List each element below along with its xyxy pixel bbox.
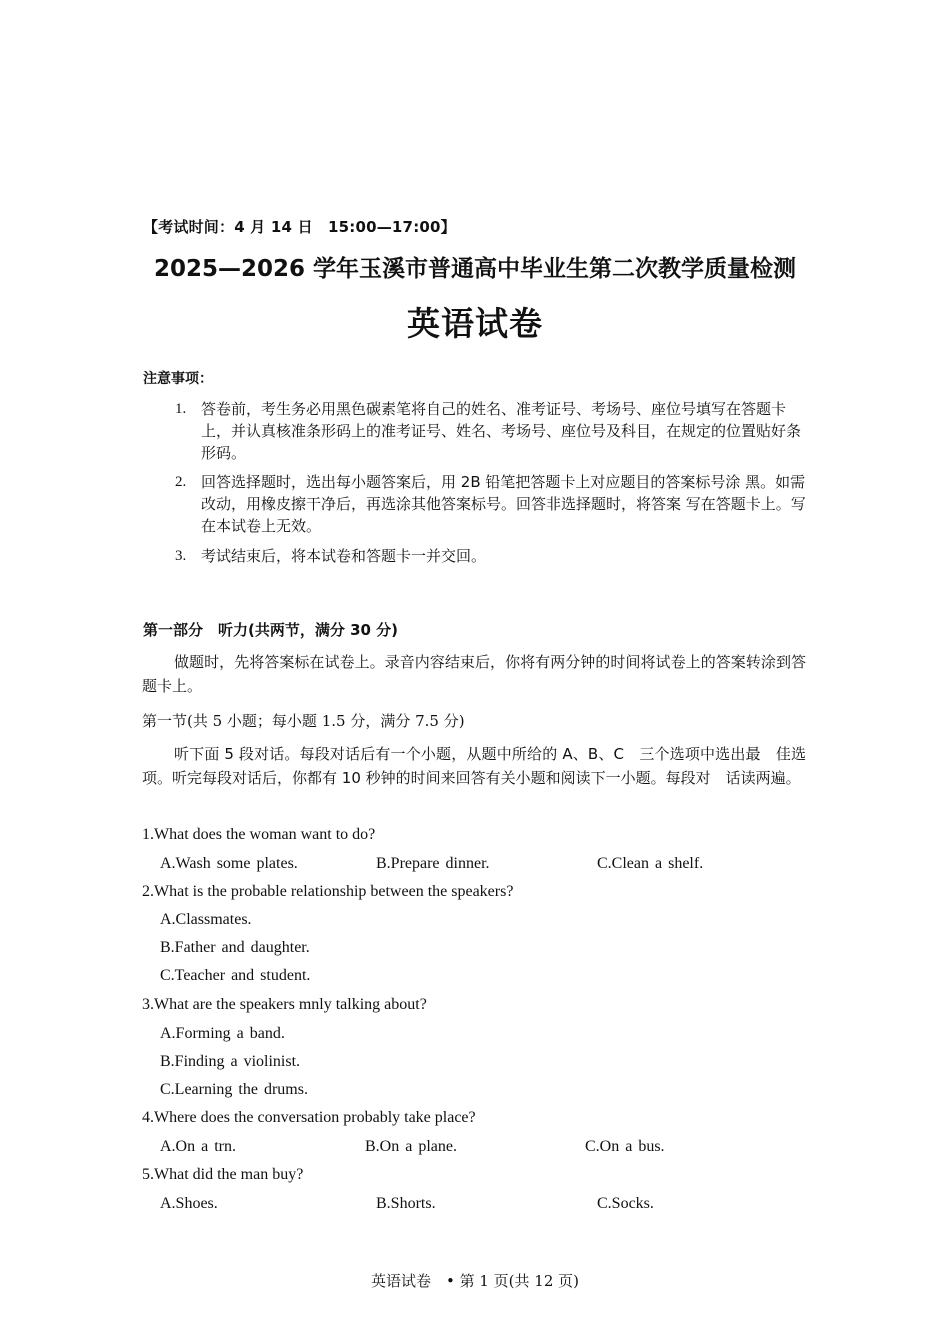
question-stem: 4.Where does the conversation probably take place? — [142, 1109, 476, 1126]
option-c: C.Socks. — [597, 1195, 654, 1212]
option-b: B.Prepare dinner. — [376, 855, 490, 872]
question-stem: 1.What does the woman want to do? — [142, 826, 376, 843]
option-c: C.Learning the drums. — [160, 1081, 308, 1098]
note-text: 答卷前，考生务必用黑色碳素笔将自己的姓名、准考证号、考场号、座位号填写在答题卡上，并认真核准条形码上的准考证号、姓名、考场号、座位号及科目，在规定的位置贴好条形码。 — [201, 400, 802, 462]
option-c: C.Teacher and student. — [160, 967, 311, 984]
option-b: B.Shorts. — [376, 1195, 436, 1212]
option-a: A.On a trn. — [160, 1138, 236, 1155]
option-b: B.On a plane. — [365, 1138, 457, 1155]
notes-heading: 注意事项： — [143, 371, 213, 387]
option-b: B.Finding a violinist. — [160, 1053, 301, 1070]
section-title: 第一节(共 5 小题；每小题 1.5 分，满分 7.5 分) — [142, 712, 465, 730]
option-a: A.Classmates. — [160, 911, 252, 928]
option-a: A.Shoes. — [160, 1195, 218, 1212]
part-heading: 第一部分 听力(共两节，满分 30 分) — [143, 621, 399, 639]
section-intro: 听下面 5 段对话。每段对话后有一个小题，从题中所给的 A、B、C 三个选项中选出最 佳选项。听完每段对话后，你都有 10 秒钟的时间来回答有关小题和阅读下一小题。每段对 话读两遍。 — [142, 745, 806, 787]
note-number: 2. — [175, 474, 187, 490]
page-footer: 英语试卷 • 第 1 页(共 12 页) — [370, 1272, 580, 1290]
note-number: 1. — [175, 401, 187, 417]
note-number: 3. — [175, 548, 187, 564]
question-stem: 5.What did the man buy? — [142, 1166, 304, 1183]
question-stem: 2.What is the probable relationship between the speakers? — [142, 883, 514, 900]
exam-title: 2025—2026 学年玉溪市普通高中毕业生第二次教学质量检测 — [153, 256, 797, 282]
exam-time: 【考试时间：4 月 14 日 15:00—17:00】 — [143, 218, 456, 236]
question-stem: 3.What are the speakers mnly talking about? — [142, 996, 427, 1013]
option-b: B.Father and daughter. — [160, 939, 310, 956]
option-a: A.Wash some plates. — [160, 855, 298, 872]
exam-subject: 英语试卷 — [407, 304, 543, 343]
note-item — [175, 398, 815, 464]
note-item — [175, 471, 815, 537]
note-text: 考试结束后，将本试卷和答题卡一并交回。 — [201, 547, 487, 565]
option-a: A.Forming a band. — [160, 1025, 285, 1042]
note-item — [175, 545, 815, 567]
part-intro: 做题时，先将答案标在试卷上。录音内容结束后，你将有两分钟的时间将试卷上的答案转涂到答题卡上。 — [142, 653, 806, 695]
note-text: 回答选择题时，选出每小题答案后，用 2B 铅笔把答题卡上对应题目的答案标号涂 黑。如需改动，用橡皮擦干净后，再选涂其他答案标号。回答非选择题时，将答案 写在答题卡上。写在本试卷上无效。 — [201, 473, 806, 535]
option-c: C.Clean a shelf. — [597, 855, 704, 872]
option-c: C.On a bus. — [585, 1138, 665, 1155]
